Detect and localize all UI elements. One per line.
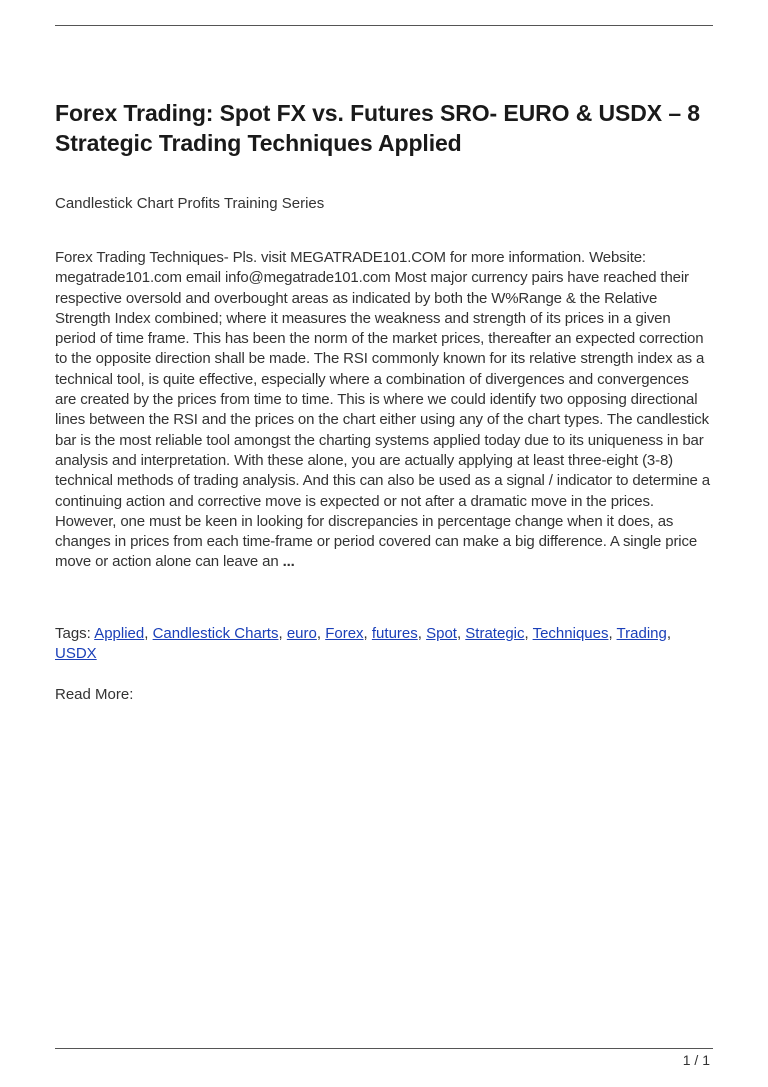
tag-separator: , — [456, 624, 462, 642]
tag-separator: , — [666, 624, 672, 642]
tag-link-applied[interactable]: Applied — [94, 624, 145, 642]
page-title: Forex Trading: Spot FX vs. Futures SRO- EURO & USDX – 8 Strategic Trading Techniques Applied — [55, 100, 700, 156]
tag-link-futures[interactable]: futures — [371, 624, 418, 642]
bottom-divider — [55, 1048, 713, 1049]
series-subtitle: Candlestick Chart Profits Training Series — [55, 195, 325, 212]
top-divider — [55, 25, 713, 26]
tag-link-candlestick-charts[interactable]: Candlestick Charts — [152, 624, 279, 642]
article-text: Forex Trading Techniques- Pls. visit MEGATRADE101.COM for more information. Website: megatrade101.com email info@megatrade101.com Most major currency pairs have reached their respective oversold and overbought areas as indicated by both the W%Range & the Relative Strength Index combined; where it measures the weakness and strength of its prices in a given period of time frame. This has been the norm of the market prices, thereafter an expected correction to the opposite direction shall be made. The RSI commonly known for its relative strength index as a technical tool, is quite effective, especially where a combination of divergences and convergences are created by the prices from time to time. This is where we could identify two opposing directional lines between the RSI and the prices on the chart either using any of the chart types. The candlestick bar is the most reliable tool amongst the charting systems applied today due to its uniqueness in bar analysis and interpretation. With these alone, you are actually applying at least three-eight (3-8) technical methods of trading analysis. And this can also be used as a signal / indicator to determine a continuing action and corrective move is expected or not after a dramatic move in the prices. However, one must be keen in looking for discrepancies in percentage change when it does, as changes in prices from each time-frame or period covered can make a big difference. A single price move or action alone can leave an — [55, 249, 710, 571]
tag-link-trading[interactable]: Trading — [616, 624, 667, 642]
tag-separator: , — [524, 624, 529, 642]
tag-link-usdx[interactable]: USDX — [55, 644, 97, 662]
tag-link-techniques[interactable]: Techniques — [532, 624, 609, 642]
tag-separator: , — [316, 624, 322, 642]
tag-link-spot[interactable]: Spot — [426, 624, 457, 642]
tags-line — [55, 624, 713, 664]
tag-separator: , — [363, 624, 368, 642]
tag-link-strategic[interactable]: Strategic — [465, 624, 525, 642]
page-number: 1 / 1 — [682, 1052, 710, 1068]
read-more-label: Read More: — [55, 685, 134, 703]
tags-label: Tags: — [55, 624, 91, 642]
tag-separator: , — [278, 624, 283, 642]
tag-link-forex[interactable]: Forex — [325, 624, 364, 642]
article-body — [55, 248, 713, 573]
tag-separator: , — [608, 624, 613, 642]
article-ellipsis: ... — [282, 553, 295, 571]
tag-link-euro[interactable]: euro — [286, 624, 317, 642]
tag-separator: , — [417, 624, 422, 642]
document-content — [55, 98, 713, 705]
tag-separator: , — [144, 624, 149, 642]
